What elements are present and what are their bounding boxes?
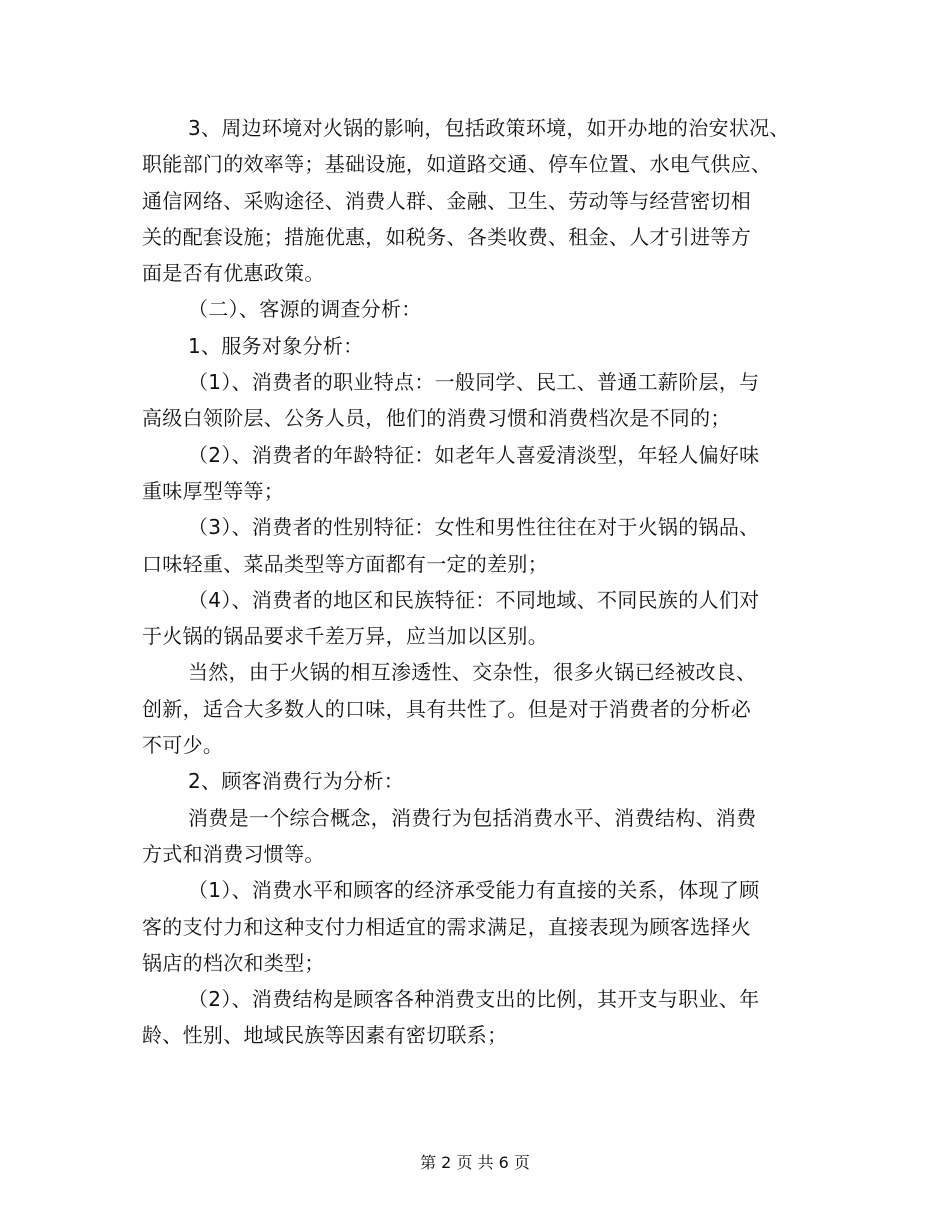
paragraph-line: 不可少。	[142, 733, 224, 758]
paragraph-line: （1）、消费水平和顾客的经济承受能力有直接的关系，体现了顾	[188, 878, 760, 903]
document-body	[142, 110, 822, 1054]
subsection-heading: 2、顾客消费行为分析：	[188, 769, 405, 794]
paragraph-line: 职能部门的效率等；基础设施，如道路交通、停车位置、水电气供应、	[142, 152, 772, 177]
paragraph-line: 客的支付力和这种支付力相适宜的需求满足，直接表现为顾客选择火	[142, 914, 751, 939]
paragraph-line: 锅店的档次和类型；	[142, 950, 325, 975]
paragraph-line: 创新，适合大多数人的口味，具有共性了。但是对于消费者的分析必	[142, 696, 751, 721]
paragraph-line: （4）、消费者的地区和民族特征：不同地域、不同民族的人们对	[188, 587, 760, 612]
paragraph-line: 通信网络、采购途径、消费人群、金融、卫生、劳动等与经营密切相	[142, 188, 751, 213]
subsection-heading: 1、服务对象分析：	[188, 333, 364, 358]
paragraph-line: （1）、消费者的职业特点：一般同学、民工、普通工薪阶层，与	[188, 370, 760, 395]
paragraph-line: 高级白领阶层、公务人员，他们的消费习惯和消费档次是不同的；	[142, 406, 731, 431]
paragraph-line: 关的配套设施；措施优惠，如税务、各类收费、租金、人才引进等方	[142, 224, 751, 249]
paragraph-line: 当然，由于火锅的相互渗透性、交杂性，很多火锅已经被改良、	[188, 660, 757, 685]
section-heading: （二）、客源的调查分析：	[188, 297, 422, 322]
paragraph-line: 方式和消费习惯等。	[142, 841, 325, 866]
paragraph-line: （2）、消费者的年龄特征：如老年人喜爱清淡型，年轻人偏好味	[188, 442, 760, 467]
page-number-footer: 第 2 页 共 6 页	[420, 1153, 530, 1172]
paragraph-line: 消费是一个综合概念，消费行为包括消费水平、消费结构、消费	[188, 805, 757, 830]
paragraph-line: （2）、消费结构是顾客各种消费支出的比例，其开支与职业、年	[188, 987, 760, 1012]
paragraph-line: 重味厚型等等；	[142, 478, 285, 503]
paragraph-line: 口味轻重、菜品类型等方面都有一定的差别；	[142, 551, 548, 576]
paragraph-line: （3）、消费者的性别特征：女性和男性往往在对于火锅的锅品、	[188, 515, 760, 540]
paragraph-line: 龄、性别、地域民族等因素有密切联系；	[142, 1023, 508, 1048]
paragraph-line: 3、周边环境对火锅的影响，包括政策环境，如开办地的治安状况、	[188, 116, 790, 140]
paragraph-line: 面是否有优惠政策。	[142, 261, 325, 286]
paragraph-line: 于火锅的锅品要求千差万异，应当加以区别。	[142, 624, 548, 649]
